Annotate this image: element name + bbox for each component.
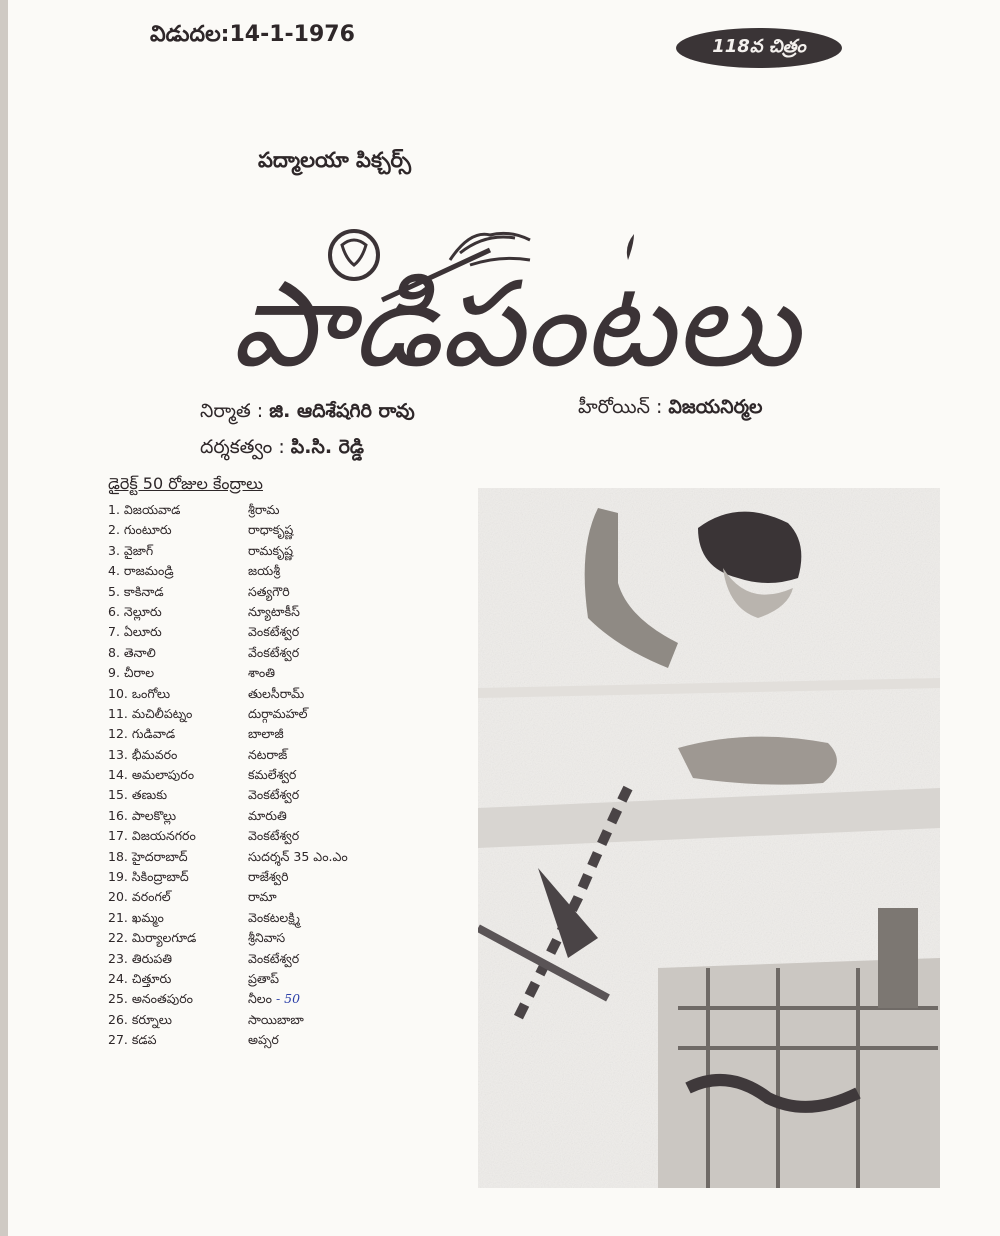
centre-town-name: కర్నూలు	[131, 1011, 172, 1027]
centre-town	[108, 1030, 248, 1050]
centre-theatre-name: అప్సర	[248, 1032, 279, 1048]
centre-theatre	[248, 887, 473, 907]
centre-town	[108, 684, 248, 704]
centre-row	[108, 928, 478, 948]
centre-number: 25.	[108, 991, 128, 1007]
centre-town	[108, 561, 248, 581]
centre-theatre	[248, 1030, 473, 1050]
centre-town-name: ఏలూరు	[123, 624, 162, 640]
director-credit	[200, 436, 364, 463]
centre-theatre	[248, 847, 473, 867]
centre-town	[108, 500, 248, 520]
centre-number: 14.	[108, 767, 128, 783]
centre-town	[108, 602, 248, 622]
centre-number: 6.	[108, 603, 120, 619]
centre-theatre-name: శ్రీనివాస	[248, 930, 286, 946]
centre-theatre-name: కమలేశ్వర	[248, 767, 297, 783]
centre-town	[108, 541, 248, 561]
director-name: పి.సి. రెడ్డి	[290, 436, 364, 458]
centre-number: 18.	[108, 848, 128, 864]
centres-heading: డైరెక్ట్ 50 రోజుల కేంద్రాలు	[108, 474, 263, 493]
centre-row	[108, 724, 478, 744]
centre-town	[108, 745, 248, 765]
centre-row	[108, 745, 478, 765]
producer-credit	[200, 400, 415, 427]
centre-theatre-name: రామకృష్ణ	[248, 542, 293, 558]
centre-theatre	[248, 989, 473, 1009]
centre-theatre	[248, 806, 473, 826]
film-title: పాడిపంటలు	[230, 255, 800, 393]
centre-number: 21.	[108, 909, 128, 925]
scan-edge-shadow	[0, 0, 8, 1236]
centre-town-name: చిత్తూరు	[131, 970, 172, 986]
centre-theatre-name: తులసీరామ్	[248, 685, 305, 701]
centre-row	[108, 969, 478, 989]
centre-theatre-name: శాంతి	[248, 665, 276, 681]
centre-town	[108, 806, 248, 826]
centre-number: 13.	[108, 746, 128, 762]
centre-town-name: పాలకొల్లు	[131, 807, 177, 823]
centre-number: 15.	[108, 787, 128, 803]
centre-row	[108, 643, 478, 663]
centre-theatre-name: వెంకటేశ్వర	[248, 624, 300, 640]
centre-theatre	[248, 765, 473, 785]
centre-row	[108, 541, 478, 561]
centre-row	[108, 785, 478, 805]
centre-number: 12.	[108, 726, 128, 742]
centre-theatre-name: నీలం	[248, 991, 272, 1007]
centre-theatre	[248, 643, 473, 663]
centre-town	[108, 826, 248, 846]
centre-theatre	[248, 724, 473, 744]
centre-town	[108, 867, 248, 887]
centre-number: 8.	[108, 644, 120, 660]
centre-row	[108, 704, 478, 724]
centre-row	[108, 908, 478, 928]
film-title-artwork	[150, 205, 880, 395]
centre-theatre	[248, 704, 473, 724]
centre-theatre-name: వెంకటేశ్వర	[248, 950, 300, 966]
centre-town-name: కాకినాడ	[123, 583, 164, 599]
centre-theatre	[248, 928, 473, 948]
centre-town-name: మిర్యాలగూడ	[131, 930, 197, 946]
centre-row	[108, 500, 478, 520]
centre-row	[108, 1030, 478, 1050]
centre-theatre	[248, 500, 473, 520]
centre-town	[108, 908, 248, 928]
centre-theatre	[248, 663, 473, 683]
centre-number: 26.	[108, 1011, 128, 1027]
film-still-photo	[478, 488, 940, 1188]
centre-theatre	[248, 582, 473, 602]
centre-theatre	[248, 684, 473, 704]
centre-theatre-name: న్యూటాకీస్	[248, 603, 300, 619]
centre-town-name: హైదరాబాద్	[131, 848, 188, 864]
centre-town-name: వరంగల్	[131, 889, 171, 905]
centre-theatre-name: దుర్గామహల్	[248, 705, 308, 721]
handwritten-note: - 50	[275, 991, 301, 1007]
centre-town-name: తణుకు	[131, 787, 168, 803]
centre-row	[108, 602, 478, 622]
film-number-badge: 118వ చిత్రం	[676, 28, 842, 68]
centre-theatre	[248, 908, 473, 928]
centre-number: 17.	[108, 828, 128, 844]
centre-row	[108, 765, 478, 785]
centre-town	[108, 989, 248, 1009]
centre-town	[108, 622, 248, 642]
centre-town-name: విజయనగరం	[131, 828, 196, 844]
centre-number: 20.	[108, 889, 128, 905]
centre-town-name: రాజమండ్రి	[123, 563, 174, 579]
centre-town	[108, 724, 248, 744]
centre-town-name: చీరాల	[123, 665, 155, 681]
centre-theatre-name: వెంకటేశ్వర	[248, 828, 300, 844]
centre-theatre	[248, 949, 473, 969]
centre-town-name: భీమవరం	[131, 746, 178, 762]
centres-list	[108, 500, 478, 1051]
producer-label: నిర్మాత :	[200, 400, 264, 422]
centre-theatre-name: వెంకటేశ్వర	[248, 787, 300, 803]
centre-row	[108, 847, 478, 867]
centre-town-name: సికింద్రాబాద్	[131, 869, 189, 885]
centre-number: 10.	[108, 685, 128, 701]
centre-number: 2.	[108, 522, 120, 538]
heroine-credit	[578, 396, 763, 423]
centre-town	[108, 1010, 248, 1030]
centre-row	[108, 887, 478, 907]
centre-theatre-name: సత్యగౌరి	[248, 583, 290, 599]
centre-town	[108, 928, 248, 948]
release-date: విడుదల:14-1-1976	[150, 22, 355, 47]
centre-theatre-name: బాలాజీ	[248, 726, 284, 742]
centre-town-name: అమలాపురం	[131, 767, 195, 783]
centre-row	[108, 582, 478, 602]
centre-row	[108, 949, 478, 969]
centre-row	[108, 867, 478, 887]
centre-number: 4.	[108, 563, 120, 579]
centre-theatre	[248, 867, 473, 887]
centre-theatre-name: రామా	[248, 889, 277, 905]
heroine-name: విజయనిర్మల	[668, 396, 763, 418]
centre-number: 7.	[108, 624, 120, 640]
centre-theatre-name: సుదర్శన్ 35 ఎం.ఎం	[248, 848, 348, 864]
centre-number: 19.	[108, 869, 128, 885]
centre-town	[108, 969, 248, 989]
centre-number: 11.	[108, 705, 128, 721]
centre-row	[108, 520, 478, 540]
centre-number: 1.	[108, 502, 120, 517]
centre-theatre	[248, 541, 473, 561]
centre-number: 22.	[108, 930, 128, 946]
centre-theatre-name: ప్రతాప్	[248, 970, 280, 986]
centre-town	[108, 785, 248, 805]
centre-number: 5.	[108, 583, 120, 599]
centre-theatre	[248, 969, 473, 989]
centre-theatre	[248, 622, 473, 642]
centre-town	[108, 704, 248, 724]
centre-row	[108, 826, 478, 846]
centre-town	[108, 663, 248, 683]
centre-town-name: కడప	[131, 1032, 157, 1048]
centre-town-name: తెనాలి	[123, 644, 156, 660]
centre-theatre	[248, 602, 473, 622]
centre-theatre	[248, 745, 473, 765]
centre-theatre-name: రాధాకృష్ణ	[248, 522, 294, 538]
centre-town	[108, 949, 248, 969]
centre-row	[108, 663, 478, 683]
centre-row	[108, 989, 478, 1009]
centre-number: 24.	[108, 970, 128, 986]
centre-row	[108, 622, 478, 642]
centre-town-name: అనంతపురం	[131, 991, 193, 1007]
centre-town-name: ఒంగోలు	[131, 685, 171, 701]
centre-theatre-name: రాజేశ్వరి	[248, 869, 289, 885]
centre-row	[108, 806, 478, 826]
centre-town	[108, 582, 248, 602]
centre-row	[108, 561, 478, 581]
centre-town	[108, 520, 248, 540]
centre-town-name: వైజాగ్	[123, 542, 154, 558]
centre-theatre-name: నటరాజ్	[248, 746, 288, 762]
centre-number: 23.	[108, 950, 128, 966]
centre-town	[108, 765, 248, 785]
centre-theatre-name: శ్రీరామ	[248, 502, 280, 517]
centre-town-name: గుంటూరు	[123, 522, 172, 538]
production-banner: పద్మాలయా పిక్చర్స్	[258, 148, 412, 172]
centre-town-name: ఖమ్మం	[131, 909, 164, 925]
centre-number: 3.	[108, 542, 120, 558]
centre-theatre-name: సాయిబాబా	[248, 1011, 304, 1027]
centre-row	[108, 1010, 478, 1030]
producer-name: జి. ఆదిశేషగిరి రావు	[269, 400, 415, 422]
centre-town-name: మచిలీపట్నం	[131, 705, 193, 721]
centre-town-name: విజయవాడ	[123, 502, 181, 517]
centre-row	[108, 684, 478, 704]
centre-theatre	[248, 785, 473, 805]
director-label: దర్శకత్వం :	[200, 436, 285, 458]
centre-theatre	[248, 561, 473, 581]
centre-theatre-name: జయశ్రీ	[248, 563, 281, 579]
heroine-label: హీరోయిన్ :	[578, 396, 663, 418]
centre-theatre	[248, 520, 473, 540]
centre-theatre	[248, 1010, 473, 1030]
centre-town-name: గుడివాడ	[131, 726, 176, 742]
centre-theatre	[248, 826, 473, 846]
centre-town-name: నెల్లూరు	[123, 603, 162, 619]
centre-town-name: తిరుపతి	[131, 950, 173, 966]
centre-theatre-name: మారుతి	[248, 807, 287, 823]
centre-theatre-name: వెంకటలక్ష్మి	[248, 909, 301, 925]
centre-town	[108, 847, 248, 867]
centre-theatre-name: వేంకటేశ్వర	[248, 644, 300, 660]
centre-number: 9.	[108, 665, 120, 681]
centre-number: 16.	[108, 807, 128, 823]
centre-town	[108, 887, 248, 907]
centre-town	[108, 643, 248, 663]
centre-number: 27.	[108, 1032, 128, 1048]
